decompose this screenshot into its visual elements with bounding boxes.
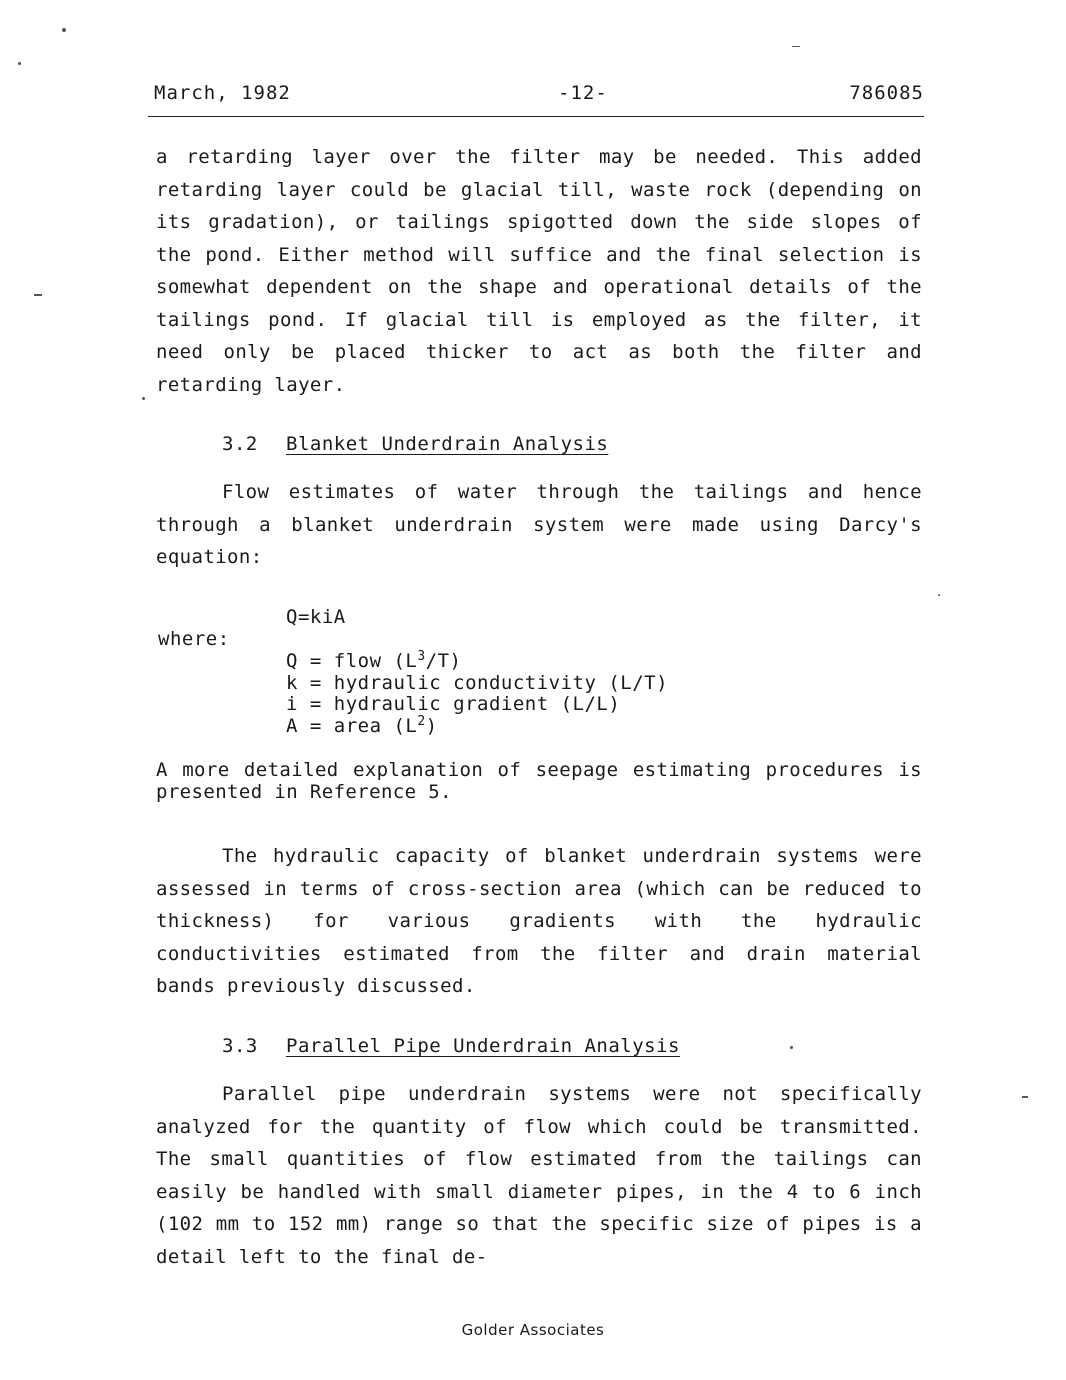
header-date: March, 1982: [154, 82, 291, 104]
variable-definitions: [286, 651, 668, 737]
page-footer: Golder Associates: [461, 1321, 605, 1339]
definition-a: A = area $(L^2)$: [286, 713, 438, 737]
section-title: Parallel Pipe Underdrain Analysis: [286, 1035, 680, 1057]
darcy-equation: Q=kiA: [286, 606, 346, 628]
paragraph-hydraulic-capacity: The hydraulic capacity of blanket underdrain systems were assessed in terms of cross-section area (which can be reduced to thickness) for various gradients with the hydraulic conductivities estimated from the filter and drain material bands previously discussed.: [156, 845, 922, 997]
paragraph-retarding-layer: a retarding layer over the filter may be needed. This added retarding layer could be glacial till, waste rock (depending on its gradation), or tailings spigotted down the side slopes of the pond. Either method will suffice and the final selection is somewhat dependent on the shape and operational details of the tailings pond. If glacial till is employed as the filter, it need only be placed thicker to act as both the filter and retarding layer.: [156, 146, 922, 396]
scan-speck: [938, 594, 940, 596]
paragraph-flow-estimates: Flow estimates of water through the tailings and hence through a blanket underdrain system were made using Darcy's equation:: [156, 481, 922, 568]
definition-k: k = hydraulic conductivity (L/T): [286, 671, 669, 694]
scan-speck: [790, 1046, 793, 1049]
paragraph-reference: A more detailed explanation of seepage estimating procedures is presented in Reference 5.: [156, 759, 922, 803]
section-number: 3.2: [222, 433, 258, 455]
paragraph-parallel-pipe: Parallel pipe underdrain systems were not specifically analyzed for the quantity of flow which could be transmitted. The small quantities of flow estimated from the tailings can easily be handled with small diameter pipes, in the 4 to 6 inch (102 mm to 152 mm) range so that the specific size of pipes is a detail left to the final de-: [156, 1083, 922, 1268]
definition-i: i = hydraulic gradient (L/L): [286, 693, 621, 715]
scan-speck: [34, 294, 42, 296]
page-header: [148, 80, 924, 117]
section-heading-3-3: [222, 1035, 680, 1057]
scan-speck: [18, 62, 21, 65]
section-heading-3-2: [222, 433, 608, 455]
section-title: Blanket Underdrain Analysis: [286, 433, 609, 455]
scan-speck: [1022, 1096, 1028, 1098]
scan-speck: [142, 397, 145, 400]
exponent: 2: [417, 713, 426, 729]
header-document-number: 786085: [849, 82, 924, 104]
section-number: 3.3: [222, 1035, 258, 1057]
scan-speck: [792, 46, 800, 47]
scan-speck: [62, 28, 66, 32]
exponent: 3: [417, 649, 426, 664]
header-page-number: -12-: [558, 82, 608, 104]
where-label: where:: [158, 628, 230, 650]
definition-q: Q = flow $(L^3/T)$: [286, 649, 462, 672]
